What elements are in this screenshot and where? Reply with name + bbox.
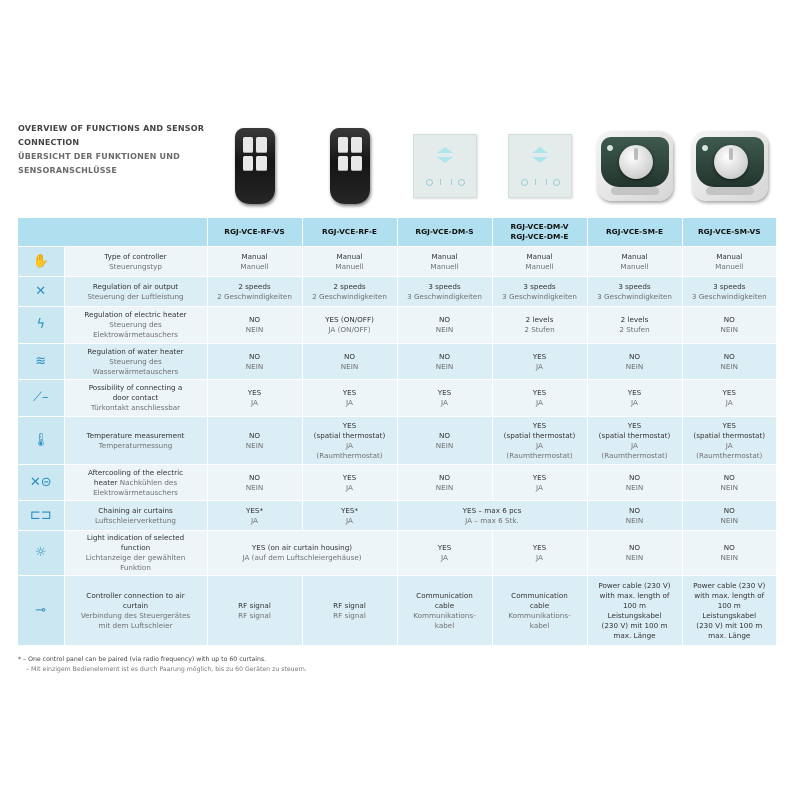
title-en-line1: OVERVIEW OF FUNCTIONS AND SENSOR: [18, 124, 205, 133]
table-cell: Manual Manuell: [207, 247, 302, 277]
feature-label: Regulation of water heater Steuerung des Wasserwärmetauschers: [64, 344, 207, 380]
table-cell: 2 speeds 2 Geschwindigkeiten: [207, 277, 302, 307]
table-cell: YES JA: [587, 380, 682, 417]
table-cell: NO NEIN: [587, 465, 682, 501]
title-de-line2: SENSORANSCHLÜSSE: [18, 166, 117, 175]
table-cell: YES (spatial thermostat) JA (Raumthermostat): [302, 417, 397, 465]
product-images: [0, 118, 791, 214]
table-row: [18, 576, 776, 646]
feature-label: Light indication of selected function Lichtanzeige der gewählten Funktion: [64, 531, 207, 576]
remote-fob-icon: [330, 128, 370, 204]
table-cell: Power cable (230 V) with max. length of 100 m Leistungskabel (230 V) mit 100 m max. Länge: [587, 576, 682, 646]
table-row: [18, 501, 776, 531]
touch-panel-icon: [413, 134, 477, 198]
aftercooling-icon: ✕⊝: [29, 474, 52, 490]
table-cell: NO NEIN: [682, 307, 776, 344]
water-heat-icon: ≋: [35, 353, 47, 369]
thermometer-icon: 🌡: [32, 432, 49, 448]
table-cell: YES* JA: [302, 501, 397, 531]
table-cell: NO NEIN: [682, 501, 776, 531]
fan-icon: ✕: [35, 283, 47, 299]
column-header: RGJ-VCE-SM-E: [587, 218, 682, 247]
table-cell: NO NEIN: [587, 531, 682, 576]
table-cell: YES JA: [302, 380, 397, 417]
table-cell: Manual Manuell: [587, 247, 682, 277]
table-cell: Manual Manuell: [397, 247, 492, 277]
table-cell: NO NEIN: [397, 417, 492, 465]
table-cell: YES* JA: [207, 501, 302, 531]
table-cell-merged: YES – max 6 pcs JA – max 6 Stk.: [397, 501, 587, 531]
column-header: RGJ-VCE-DM-V RGJ-VCE-DM-E: [492, 218, 587, 247]
table-cell: NO NEIN: [682, 344, 776, 380]
table-cell: NO NEIN: [397, 307, 492, 344]
table-row: [18, 465, 776, 501]
title-en-line2: CONNECTION: [18, 138, 80, 147]
product-image-sm-e: [587, 118, 682, 214]
table-cell: YES JA: [492, 344, 587, 380]
feature-label: Type of controller Steuerungstyp: [64, 247, 207, 277]
table-cell: 3 speeds 3 Geschwindigkeiten: [492, 277, 587, 307]
door-contact-icon: ⟋–: [32, 390, 49, 405]
table-cell: NO NEIN: [207, 344, 302, 380]
table-cell: YES (ON/OFF) JA (ON/OFF): [302, 307, 397, 344]
column-header: RGJ-VCE-DM-S: [397, 218, 492, 247]
table-cell: YES (spatial thermostat) JA (Raumthermostat): [682, 417, 776, 465]
table-cell: 3 speeds 3 Geschwindigkeiten: [682, 277, 776, 307]
column-header: RGJ-VCE-RF-E: [302, 218, 397, 247]
feature-label: Regulation of air output Steuerung der Luftleistung: [64, 277, 207, 307]
footnote-en: * – One control panel can be paired (via radio frequency) with up to 60 curtains.: [18, 656, 267, 663]
table-cell: 2 levels 2 Stufen: [587, 307, 682, 344]
table-cell: YES (spatial thermostat) JA (Raumthermostat): [587, 417, 682, 465]
chaining-icon: ⊏⊐: [29, 507, 52, 523]
table-cell: YES JA: [397, 380, 492, 417]
footnote-de: – Mit einzigem Bedienelement ist es durch Paarung möglich, bis zu 60 Geräten zu steuern.: [26, 666, 307, 673]
functions-table: [18, 218, 776, 646]
table-cell: YES JA: [492, 531, 587, 576]
feature-label: Aftercooling of the electric heater Nachkühlen des Elektrowärmetauschers: [64, 465, 207, 501]
table-cell: 2 levels 2 Stufen: [492, 307, 587, 344]
table-cell: Manual Manuell: [682, 247, 776, 277]
table-cell: 3 speeds 3 Geschwindigkeiten: [587, 277, 682, 307]
product-image-dm-s: [397, 118, 492, 214]
table-cell: NO NEIN: [682, 465, 776, 501]
table-cell: YES JA: [302, 465, 397, 501]
feature-label: Controller connection to air curtain Verbindung des Steuergerätes mit dem Luftschleier: [64, 576, 207, 646]
light-icon: ☼: [34, 545, 47, 560]
table-cell: Communication cable Kommunikations- kabel: [397, 576, 492, 646]
connector-icon: ⊸: [35, 602, 47, 618]
footnote: [18, 655, 718, 675]
table-cell: 2 speeds 2 Geschwindigkeiten: [302, 277, 397, 307]
table-cell: Manual Manuell: [492, 247, 587, 277]
product-image-sm-vs: [682, 118, 777, 214]
feature-label: Chaining air curtains Luftschleierverkettung: [64, 501, 207, 531]
touch-panel-icon: [508, 134, 572, 198]
table-cell: NO NEIN: [682, 531, 776, 576]
feature-label: Temperature measurement Temperaturmessung: [64, 417, 207, 465]
table-cell: YES (spatial thermostat) JA (Raumthermostat): [492, 417, 587, 465]
product-image-dm-v: [492, 118, 587, 214]
feature-label: Regulation of electric heater Steuerung des Elektrowärmetauschers: [64, 307, 207, 344]
table-cell: NO NEIN: [302, 344, 397, 380]
column-header: RGJ-VCE-SM-VS: [682, 218, 776, 247]
title-de-line1: ÜBERSICHT DER FUNKTIONEN UND: [18, 152, 180, 161]
table-row: [18, 344, 776, 380]
table-cell: RF signal RF signal: [207, 576, 302, 646]
feature-label: Possibility of connecting a door contact Türkontakt anschliessbar: [64, 380, 207, 417]
rotary-knob-icon: [692, 131, 768, 201]
table-row: [18, 417, 776, 465]
table-cell: RF signal RF signal: [302, 576, 397, 646]
table-cell: NO NEIN: [207, 417, 302, 465]
table-cell: NO NEIN: [587, 501, 682, 531]
lightning-icon: ϟ: [36, 317, 46, 332]
product-image-rf-vs: [207, 118, 302, 214]
table-cell: NO NEIN: [397, 344, 492, 380]
table-row: [18, 247, 776, 277]
table-cell: YES JA: [207, 380, 302, 417]
table-row: [18, 380, 776, 417]
table-cell: YES JA: [397, 531, 492, 576]
rotary-knob-icon: [597, 131, 673, 201]
table-cell: YES JA: [492, 465, 587, 501]
table-header-row: [18, 218, 776, 247]
table-cell: NO NEIN: [207, 307, 302, 344]
column-header: RGJ-VCE-RF-VS: [207, 218, 302, 247]
product-image-rf-e: [302, 118, 397, 214]
table-cell: YES JA: [682, 380, 776, 417]
table-cell: NO NEIN: [207, 465, 302, 501]
remote-fob-icon: [235, 128, 275, 204]
table-row: [18, 531, 776, 576]
table-cell: Power cable (230 V) with max. length of 100 m Leistungskabel (230 V) mit 100 m max. Länge: [682, 576, 776, 646]
table-cell: Communication cable Kommunikations- kabel: [492, 576, 587, 646]
table-cell: NO NEIN: [587, 344, 682, 380]
table-row: [18, 307, 776, 344]
table-cell-merged: YES (on air curtain housing) JA (auf dem Luftschleiergehäuse): [207, 531, 397, 576]
table-cell: Manual Manuell: [302, 247, 397, 277]
table-cell: NO NEIN: [397, 465, 492, 501]
table-cell: YES JA: [492, 380, 587, 417]
hand-icon: ✋: [32, 253, 49, 269]
table-row: [18, 277, 776, 307]
table-cell: 3 speeds 3 Geschwindigkeiten: [397, 277, 492, 307]
